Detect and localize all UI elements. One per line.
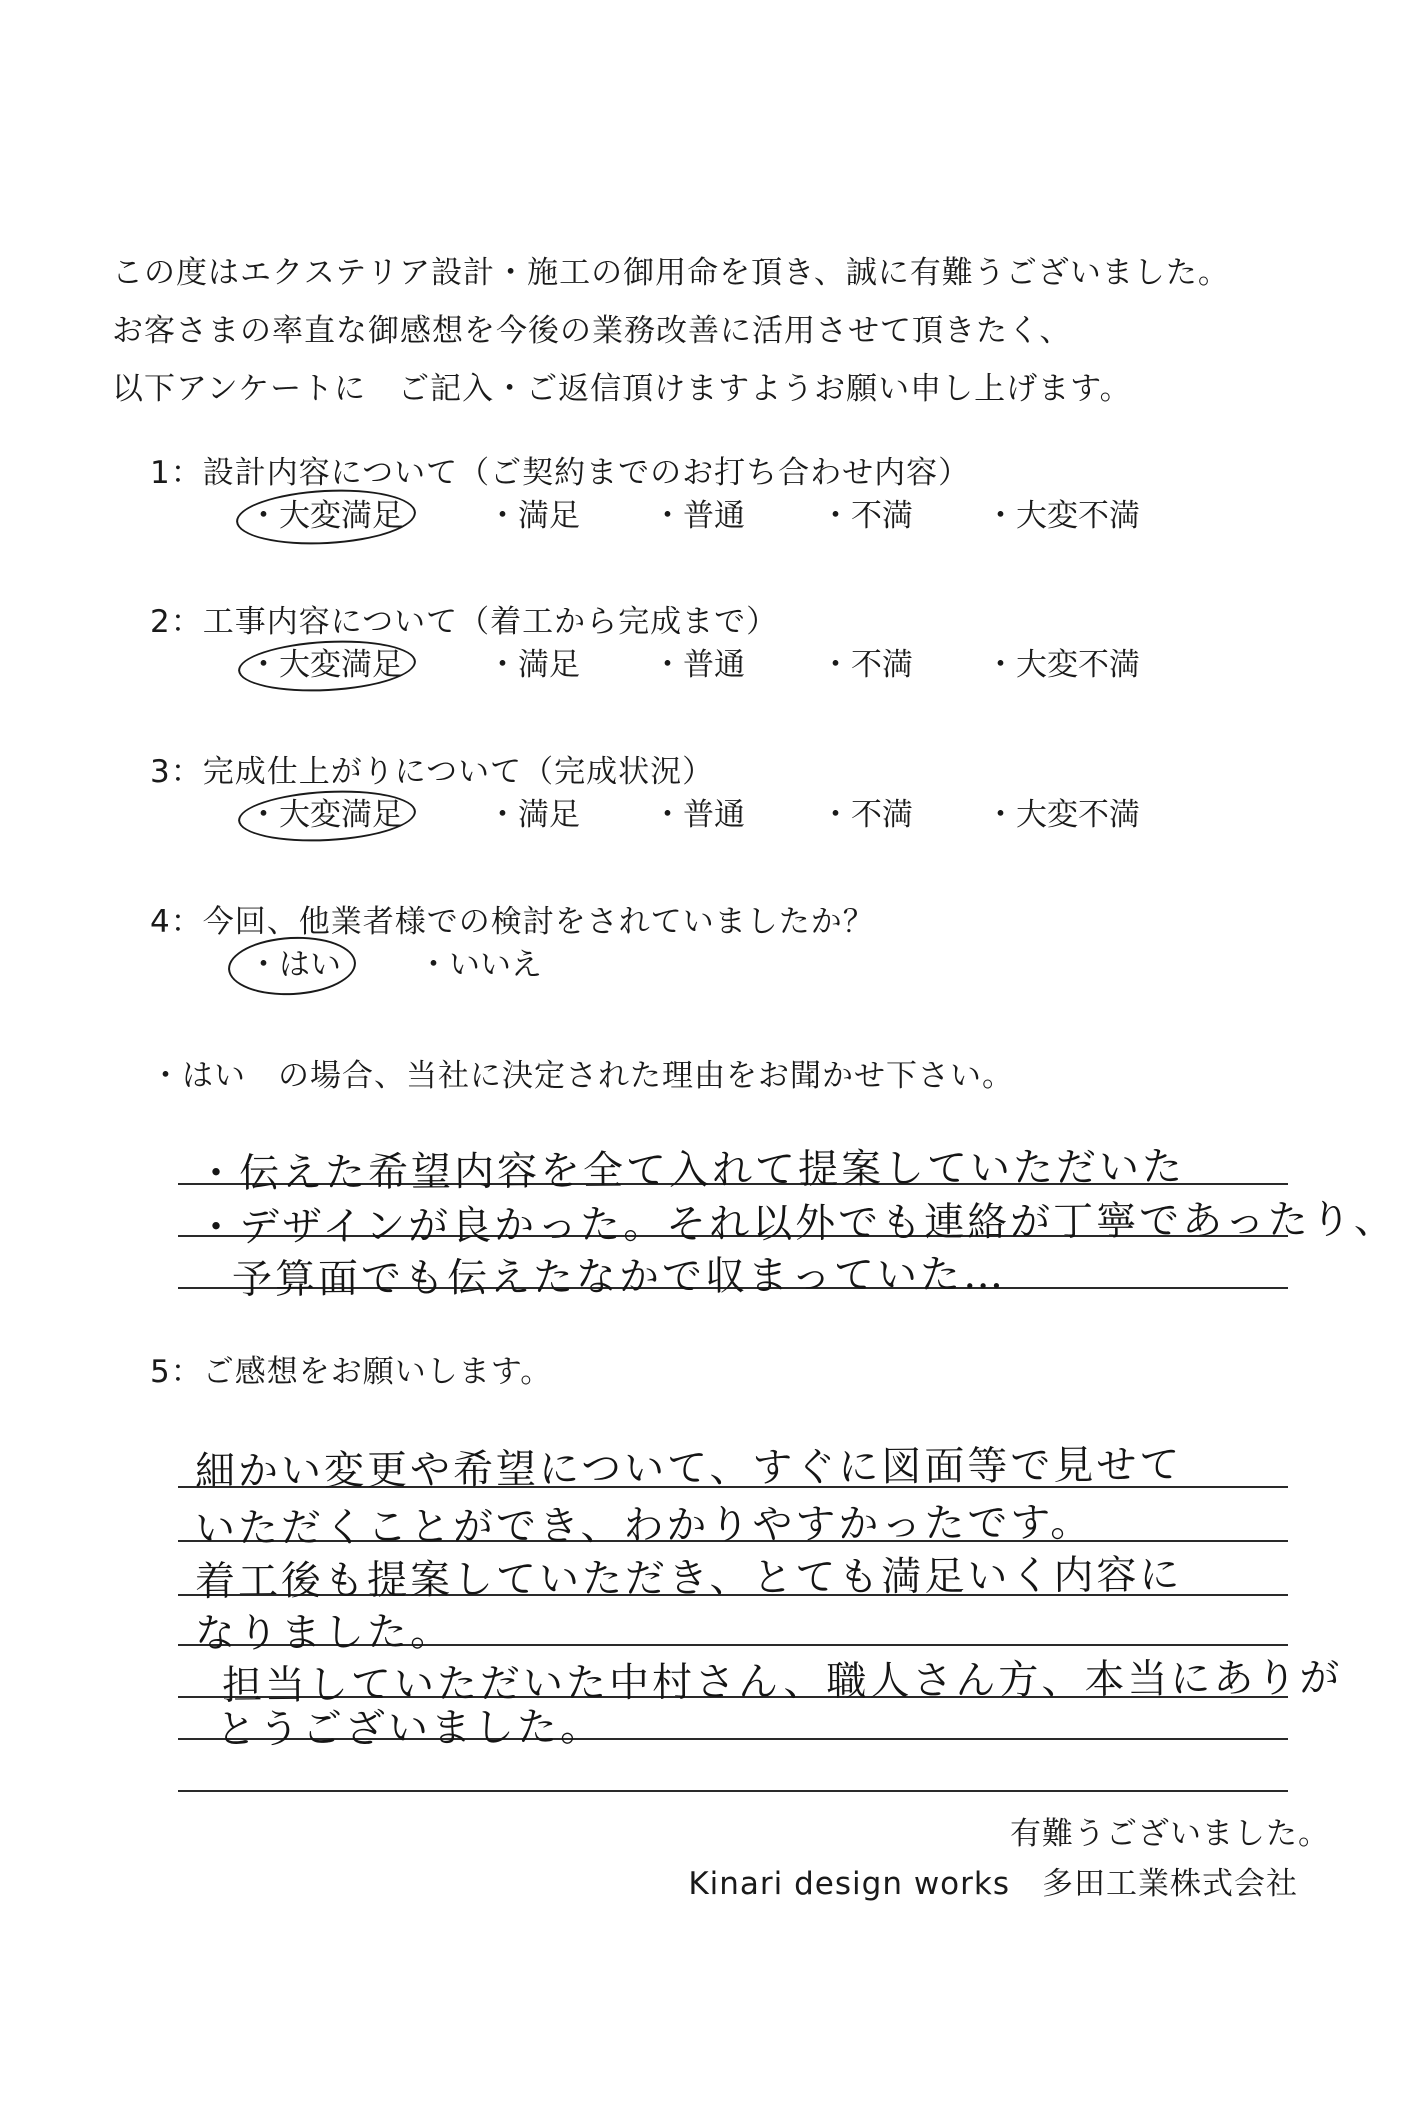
reason-prompt: ・はい の場合、当社に決定された理由をお聞かせ下さい。 — [150, 1058, 1014, 1094]
intro-line-1: この度はエクステリア設計・施工の御用命を頂き、誠に有難うございました。 — [112, 255, 1230, 291]
intro-line-3: 以下アンケートに ご記入・ご返信頂けますようお願い申し上げます。 — [112, 371, 1132, 407]
option-very-satisfied[interactable]: ・大変満足 — [248, 797, 403, 833]
option-satisfied[interactable]: ・満足 — [487, 498, 580, 534]
option-normal[interactable]: ・普通 — [652, 647, 745, 683]
option-normal[interactable]: ・普通 — [652, 498, 745, 534]
option-very-dissatisfied[interactable]: ・大変不満 — [985, 498, 1140, 534]
comment-handwritten-line-5: 担当していただいた中村さん、職人さん方、本当にありが — [221, 1655, 1343, 1709]
option-very-satisfied[interactable]: ・大変満足 — [248, 498, 403, 534]
option-dissatisfied[interactable]: ・不満 — [820, 647, 913, 683]
reason-handwritten-line-3: 予算面でも伝えたなかで収まっていた… — [231, 1251, 1007, 1303]
option-very-dissatisfied[interactable]: ・大変不満 — [985, 797, 1140, 833]
intro-line-2: お客さまの率直な御感想を今後の業務改善に活用させて頂きたく、 — [112, 313, 1072, 349]
comment-handwritten-line-6: とうございました。 — [215, 1704, 604, 1753]
question-2-options — [0, 635, 1410, 695]
option-normal[interactable]: ・普通 — [652, 797, 745, 833]
option-yes[interactable]: ・はい — [248, 947, 341, 983]
option-dissatisfied[interactable]: ・不満 — [820, 797, 913, 833]
question-3: 3：完成仕上がりについて（完成状況） — [150, 754, 715, 790]
comment-handwritten-line-1: 細かい変更や希望について、すぐに図面等で見せて — [194, 1442, 1183, 1495]
intro-text — [112, 244, 1230, 418]
question-3-options — [0, 785, 1410, 845]
option-satisfied[interactable]: ・満足 — [487, 647, 580, 683]
option-very-satisfied[interactable]: ・大変満足 — [248, 647, 403, 683]
comment-handwritten-line-3: 着工後も提案していただき、とても満足いく内容に — [194, 1552, 1183, 1605]
question-4: 4：今回、他業者様での検討をされていましたか？ — [150, 904, 875, 940]
question-4-options — [0, 935, 1410, 995]
closing-thanks: 有難うございました。 — [1010, 1816, 1330, 1852]
question-2: 2：工事内容について（着工から完成まで） — [150, 604, 779, 640]
question-5: 5：ご感想をお願いします。 — [150, 1354, 553, 1390]
option-dissatisfied[interactable]: ・不満 — [820, 498, 913, 534]
reason-handwritten-line-2: ・デザインが良かった。それ以外でも連絡が丁寧であったり、 — [195, 1196, 1397, 1251]
comment-handwritten-line-2: いただくことができ、わかりやすかったです。 — [194, 1499, 1094, 1552]
question-1-options — [0, 486, 1410, 546]
question-1: 1：設計内容について（ご契約までのお打ち合わせ内容） — [150, 455, 971, 491]
company-signature: Kinari design works 多田工業株式会社 — [688, 1866, 1298, 1902]
reason-handwritten-line-1: ・伝えた希望内容を全て入れて提案していただいた — [195, 1144, 1186, 1197]
option-very-dissatisfied[interactable]: ・大変不満 — [985, 647, 1140, 683]
option-no[interactable]: ・いいえ — [418, 947, 542, 983]
comment-handwritten-line-4: なりました。 — [194, 1609, 454, 1657]
option-satisfied[interactable]: ・満足 — [487, 797, 580, 833]
comment-ruled-line-7 — [178, 1790, 1288, 1792]
